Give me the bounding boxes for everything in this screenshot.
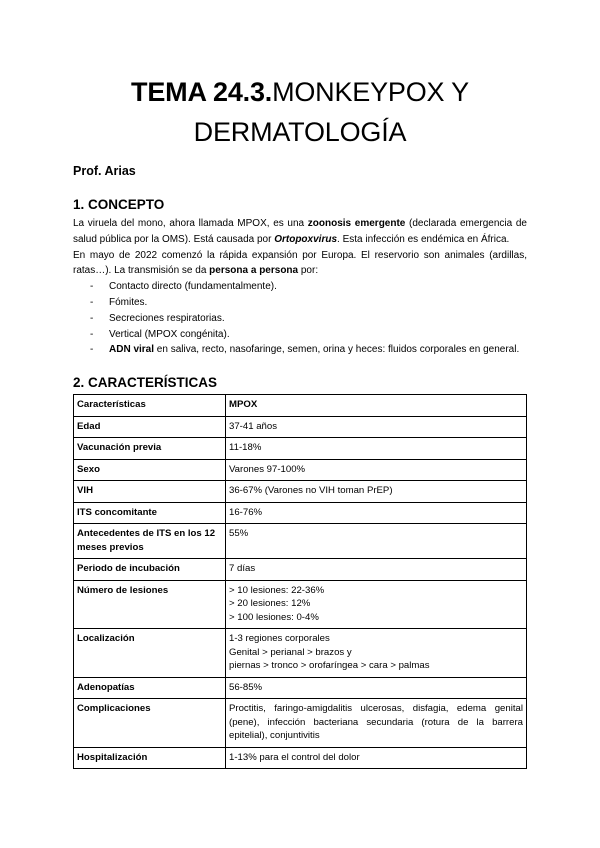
table-cell-key: Sexo <box>74 459 226 481</box>
table-header-cell: Características <box>74 395 226 417</box>
table-cell-value <box>226 481 527 503</box>
title-line2: DERMATOLOGÍA <box>193 117 407 147</box>
table-cell-line: 1-3 regiones corporales <box>229 633 330 645</box>
list-item-text: Contacto directo (fundamentalmente). <box>109 281 277 293</box>
list-item-text: en saliva, recto, nasofaringe, semen, orina y heces: fluidos corporales en general. <box>154 344 520 356</box>
table-cell-key: VIH <box>74 481 226 503</box>
table-cell-value <box>226 459 527 481</box>
table-cell-value <box>226 677 527 699</box>
paragraph-intro <box>73 216 527 248</box>
table-cell-key: Periodo de incubación <box>74 559 226 581</box>
table-cell-line: 1-13% para el control del dolor <box>229 751 360 763</box>
table-cell-line: Genital > perianal > brazos y <box>229 646 352 658</box>
table-header-row <box>74 395 527 417</box>
author: Prof. Arias <box>73 164 136 178</box>
table-cell-line: > 10 lesiones: 22-36% <box>229 584 325 596</box>
table-cell-line: 36-67% (Varones no VIH toman PrEP) <box>229 485 393 497</box>
table-cell-line: 7 días <box>229 563 256 575</box>
list-item-text: Vertical (MPOX congénita). <box>109 328 230 340</box>
text: En mayo de 2022 comenzó la rápida expansión por Europa. El reservorio son animales (ardillas, ratas…). La transmisión se da <box>73 249 527 277</box>
list-item-text: Secreciones respiratorias. <box>109 312 225 324</box>
text-bold-italic: Ortopoxvirus <box>274 233 338 245</box>
list-item-text: Fómites. <box>109 296 148 308</box>
text-bold: persona a persona <box>209 265 299 277</box>
text: (declarada emergencia de salud pública por la OMS). Está causada por <box>73 218 527 245</box>
table-cell-value <box>226 502 527 524</box>
table-cell-line: 55% <box>229 528 249 540</box>
text: . Esta infección es endémica en África. <box>337 233 510 245</box>
table-cell-value <box>226 559 527 581</box>
list-item <box>73 327 527 343</box>
table-cell-line: Proctitis, faringo-amigdalitis ulcerosas, disfagia, edema genital (pene), infección bacteriana secundaria (rotura de la barrera epitelial), conjuntivitis <box>229 703 523 742</box>
table-row <box>74 481 527 503</box>
table-row <box>74 502 527 524</box>
transmission-list <box>73 279 527 358</box>
list-item <box>73 279 527 295</box>
table-cell-key: Localización <box>74 629 226 678</box>
table-cell-line: 56-85% <box>229 681 263 693</box>
table-row <box>74 699 527 748</box>
table-row <box>74 559 527 581</box>
table-cell-key: Complicaciones <box>74 699 226 748</box>
table-row <box>74 747 527 769</box>
table-row <box>74 438 527 460</box>
table-cell-key: Adenopatías <box>74 677 226 699</box>
table-cell-key: Antecedentes de ITS en los 12 meses previos <box>74 524 226 559</box>
table-header-cell: MPOX <box>226 395 527 417</box>
table-cell-key: Edad <box>74 416 226 438</box>
section-heading-concepto: 1. CONCEPTO <box>73 197 165 212</box>
table-cell-line: > 100 lesiones: 0-4% <box>229 611 319 623</box>
table-cell-value <box>226 438 527 460</box>
text: por: <box>298 265 319 277</box>
table-cell-value <box>226 747 527 769</box>
list-item <box>73 295 527 311</box>
table-cell-line: piernas > tronco > orofaríngea > cara > palmas <box>229 660 430 672</box>
title-number: TEMA 24.3. <box>131 77 273 107</box>
dash-bullet: - <box>90 328 94 340</box>
title-line1: MONKEYPOX Y <box>272 77 469 107</box>
list-item <box>73 311 527 327</box>
table-cell-line: Varones 97-100% <box>229 463 306 475</box>
table-row <box>74 629 527 678</box>
table-cell-key: Número de lesiones <box>74 580 226 629</box>
table-cell-line: > 20 lesiones: 12% <box>229 598 311 610</box>
table-row <box>74 677 527 699</box>
dash-bullet: - <box>90 344 94 356</box>
dash-bullet: - <box>90 281 94 293</box>
table-row <box>74 459 527 481</box>
text: La viruela del mono, ahora llamada MPOX, es una <box>73 218 308 229</box>
table-cell-key: Hospitalización <box>74 747 226 769</box>
dash-bullet: - <box>90 296 94 308</box>
table-cell-line: 16-76% <box>229 506 263 518</box>
table-row <box>74 416 527 438</box>
section-heading-caracteristicas: 2. CARACTERÍSTICAS <box>73 375 218 391</box>
document-page <box>73 0 527 769</box>
characteristics-table <box>73 394 527 769</box>
document-title <box>73 72 527 152</box>
table-row <box>74 580 527 629</box>
list-item-text-bold: ADN viral <box>109 344 155 356</box>
table-cell-value <box>226 416 527 438</box>
dash-bullet: - <box>90 312 94 324</box>
table-cell-value <box>226 580 527 629</box>
table-cell-line: 11-18% <box>229 442 262 454</box>
list-item <box>73 342 527 358</box>
table-cell-value <box>226 629 527 678</box>
table-cell-key: Vacunación previa <box>74 438 226 460</box>
paragraph-transmission <box>73 248 527 280</box>
table-cell-line: 37-41 años <box>229 420 278 432</box>
table-cell-key: ITS concomitante <box>74 502 226 524</box>
table-cell-value <box>226 699 527 748</box>
table-cell-value <box>226 524 527 559</box>
table-row <box>74 524 527 559</box>
text-bold: zoonosis emergente <box>307 218 406 229</box>
